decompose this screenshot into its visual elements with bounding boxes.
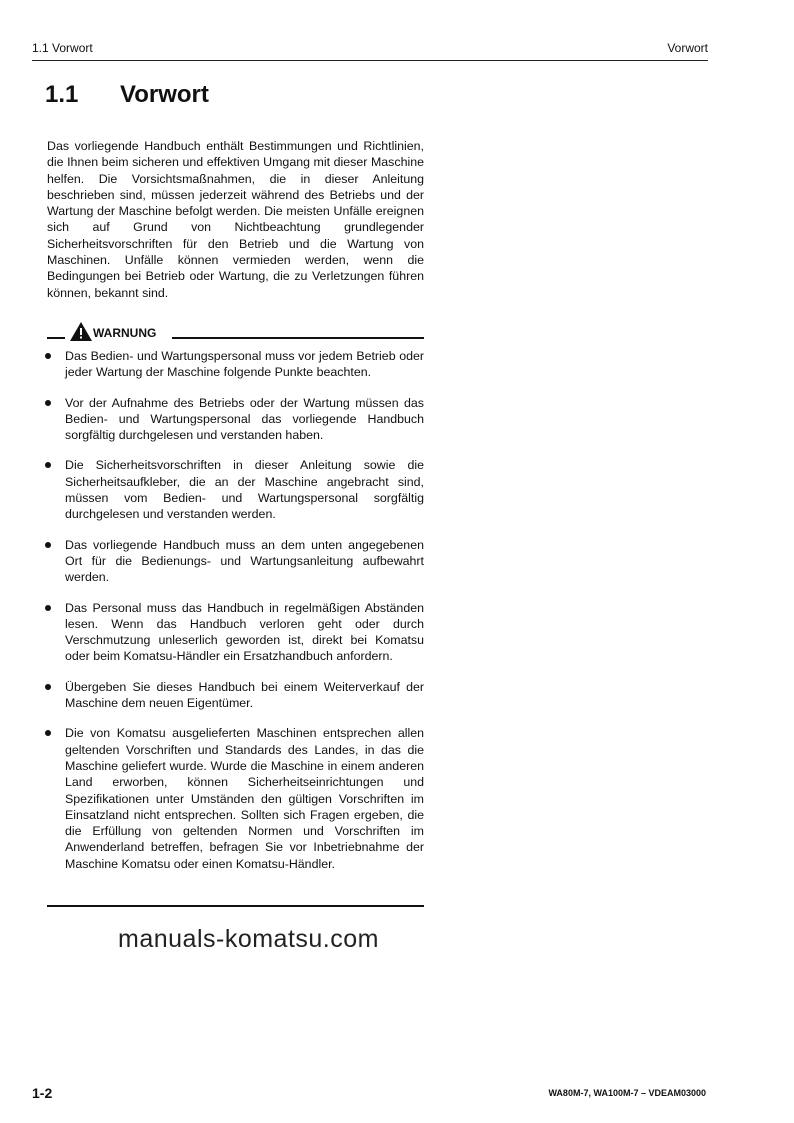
page-number: 1-2 bbox=[32, 1085, 53, 1101]
warning-rule-right bbox=[172, 337, 424, 339]
header-rule bbox=[32, 60, 708, 61]
title-text: Vorwort bbox=[120, 81, 209, 108]
warning-triangle-icon bbox=[70, 322, 92, 341]
list-item bbox=[47, 537, 424, 586]
list-item bbox=[47, 725, 424, 872]
list-item-text: Die Sicherheitsvorschriften in dieser Anleitung sowie die Sicherheitsaufkleber, die an der Maschine angebracht sind, müssen vom Bedien- und Wartungspersonal sorgfältig durchgelesen und verstanden werden. bbox=[65, 458, 424, 522]
list-item bbox=[47, 600, 424, 665]
header-section: 1.1 Vorwort bbox=[32, 41, 93, 55]
warning-end-rule bbox=[47, 905, 424, 907]
warning-list bbox=[47, 348, 424, 886]
bullet-icon bbox=[45, 542, 51, 548]
warning-label: WARNUNG bbox=[93, 326, 157, 340]
watermark: manuals-komatsu.com bbox=[118, 925, 379, 953]
list-item bbox=[47, 679, 424, 712]
page-title bbox=[45, 81, 209, 109]
warning-heading bbox=[47, 325, 424, 341]
bullet-icon bbox=[45, 605, 51, 611]
list-item-text: Das Personal muss das Handbuch in regelmäßigen Abständen lesen. Wenn das Handbuch verloren geht oder durch Verschmutzung unleserlich geworden ist, direkt bei Komatsu oder beim Komatsu-Händler ein Ersatzhandbuch anfordern. bbox=[65, 600, 424, 664]
bullet-icon bbox=[45, 400, 51, 406]
list-item bbox=[47, 457, 424, 522]
list-item bbox=[47, 348, 424, 381]
title-number: 1.1 bbox=[45, 81, 79, 108]
bullet-icon bbox=[45, 462, 51, 468]
list-item-text: Vor der Aufnahme des Betriebs oder der Wartung müssen das Bedien- und Wartungspersonal das vorliegende Handbuch sorgfältig durchgelesen und verstanden haben. bbox=[65, 395, 424, 443]
list-item bbox=[47, 395, 424, 444]
intro-paragraph: Das vorliegende Handbuch enthält Bestimmungen und Richtlinien, die Ihnen beim sicheren und effektiven Umgang mit dieser Maschine helfen. Die Vorsichtsmaßnahmen, die in dieser Anleitung beschrieben sind, müssen jederzeit während des Betriebs und der Wartung der Maschine befolgt werden. Die meisten Unfälle ereignen sich auf Grund von Nichtbeachtung grundlegender Sicherheitsvorschriften für den Betrieb und die Wartung von Maschinen. Unfälle können vermieden werden, wenn die Bedingungen bei Betrieb oder Wartung, die zu Verletzungen führen können, bekannt sind. bbox=[47, 139, 424, 300]
document-id: WA80M-7, WA100M-7 – VDEAM03000 bbox=[548, 1088, 706, 1098]
bullet-icon bbox=[45, 730, 51, 736]
bullet-icon bbox=[45, 684, 51, 690]
list-item-text: Die von Komatsu ausgelieferten Maschinen entsprechen allen geltenden Vorschriften und Standards des Landes, in das die Maschine geliefert wurde. Wurde die Maschine in einem anderen Land erworben, können Sicherheitseinrichtungen und Spezifikationen unter Umständen den gültigen Vorschriften im Einsatzland nicht entsprechen. Sollten sich Fragen ergeben, die die Erfüllung von geltenden Normen und Vorschriften im Anwenderland betreffen, befragen Sie vor Inbetriebnahme der Maschine Komatsu oder einen Komatsu-Händler. bbox=[65, 726, 424, 871]
warning-rule-left bbox=[47, 337, 65, 339]
header-chapter: Vorwort bbox=[667, 41, 708, 55]
list-item-text: Das vorliegende Handbuch muss an dem unten angegebenen Ort für die Bedienungs- und Wartungsanleitung aufbewahrt werden. bbox=[65, 537, 424, 585]
list-item-text: Das Bedien- und Wartungspersonal muss vor jedem Betrieb oder jeder Wartung der Maschine folgende Punkte beachten. bbox=[65, 349, 424, 380]
list-item-text: Übergeben Sie dieses Handbuch bei einem Weiterverkauf der Maschine dem neuen Eigentümer. bbox=[65, 679, 424, 711]
bullet-icon bbox=[45, 353, 51, 359]
